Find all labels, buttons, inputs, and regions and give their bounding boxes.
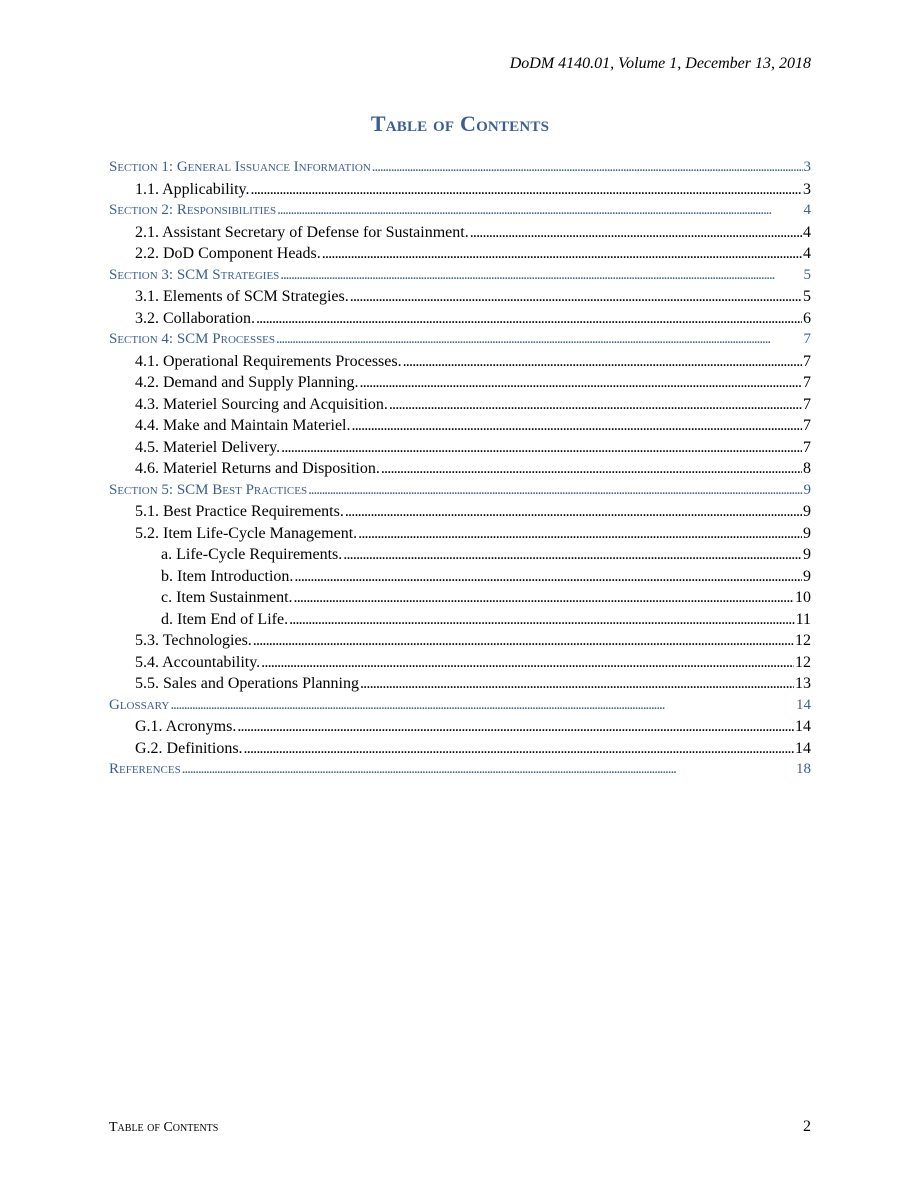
toc-dot-leader	[322, 243, 802, 265]
toc-entry-label: References	[109, 761, 181, 777]
toc-entry-label: c. Item Sustainment.	[161, 589, 293, 606]
toc-entry-label: Section 3: SCM Strategies	[109, 266, 280, 283]
toc-dot-leader	[358, 523, 802, 545]
toc-entry-label: 4.2. Demand and Supply Planning.	[135, 374, 359, 391]
toc-entry-page: 5	[803, 266, 811, 283]
toc-entry-page: 9	[803, 546, 811, 563]
toc-entry-page: 7	[803, 331, 811, 347]
toc-entry-page: 12	[795, 653, 811, 671]
toc-entry-link[interactable]	[109, 566, 811, 588]
toc-entry-link[interactable]	[109, 523, 811, 545]
toc-section-link[interactable]	[109, 157, 811, 179]
toc-entry-label: 5.5. Sales and Operations Planning	[135, 675, 359, 692]
toc-entry-link[interactable]	[109, 372, 811, 394]
toc-dot-leader	[470, 222, 802, 244]
toc-dot-leader	[381, 458, 802, 480]
toc-entry-link[interactable]	[109, 587, 811, 609]
toc-entry-page: 14	[796, 696, 811, 713]
toc-entry-link[interactable]	[109, 652, 811, 674]
toc-section-link[interactable]	[109, 265, 811, 287]
toc-entry-page: 7	[803, 374, 811, 391]
toc-dot-leader	[294, 587, 794, 609]
toc-entry-page: 18	[796, 761, 811, 777]
toc-dot-leader	[261, 652, 794, 674]
toc-entry-label: Section 4: SCM Processes	[109, 331, 276, 347]
toc-entry-label: d. Item End of Life.	[161, 610, 289, 628]
toc-entry-link[interactable]	[109, 351, 811, 373]
toc-entry-link[interactable]	[109, 286, 811, 308]
toc-entry-page: 3	[803, 159, 811, 175]
toc-entry-label: b. Item Introduction.	[161, 567, 294, 585]
toc-dot-leader	[294, 566, 802, 588]
toc-dot-leader	[256, 308, 802, 330]
toc-section-link[interactable]	[109, 200, 811, 222]
toc-section-link[interactable]	[109, 329, 811, 351]
toc-dot-leader	[308, 480, 802, 502]
toc-entry-page: 4	[803, 245, 811, 262]
toc-entry-page: 10	[795, 589, 811, 606]
toc-section-link[interactable]	[109, 759, 811, 781]
toc-entry-link[interactable]	[109, 458, 811, 480]
toc-entry-link[interactable]	[109, 437, 811, 459]
page-title: Table of Contents	[370, 111, 550, 136]
toc-dot-leader	[350, 286, 802, 308]
toc-entry-page: 7	[803, 395, 811, 413]
toc-entry-page: 9	[803, 524, 811, 542]
toc-entry-label: a. Life-Cycle Requirements.	[161, 546, 343, 563]
toc-dot-leader	[360, 372, 802, 394]
toc-entry-label: 5.3. Technologies.	[135, 632, 252, 649]
toc-dot-leader	[237, 716, 794, 738]
toc-dot-leader	[345, 501, 802, 523]
toc-entry-label: G.2. Definitions.	[135, 739, 243, 757]
toc-entry-link[interactable]	[109, 243, 811, 265]
toc-entry-link[interactable]	[109, 544, 811, 566]
toc-entry-page: 7	[803, 352, 811, 370]
toc-entry-label: 4.5. Materiel Delivery.	[135, 438, 281, 456]
toc-entry-label: 5.1. Best Practice Requirements.	[135, 503, 344, 520]
toc-entry-link[interactable]	[109, 673, 811, 695]
toc-entry-label: 3.1. Elements of SCM Strategies.	[135, 288, 349, 305]
toc-entry-label: G.1. Acronyms.	[135, 718, 237, 735]
running-header: DoDM 4140.01, Volume 1, December 13, 2018	[509, 55, 811, 72]
toc-entry-link[interactable]	[109, 738, 811, 760]
toc-entry-page: 4	[803, 223, 811, 241]
toc-dot-leader	[182, 759, 795, 781]
toc-entry-link[interactable]	[109, 630, 811, 652]
toc-entry-label: Section 5: SCM Best Practices	[109, 481, 308, 498]
toc-entry-link[interactable]	[109, 179, 811, 201]
toc-entry-page: 9	[803, 567, 811, 585]
toc-entry-label: 5.2. Item Life-Cycle Management.	[135, 524, 358, 542]
toc-dot-leader	[251, 179, 802, 201]
toc-entry-label: Section 1: General Issuance Information	[109, 159, 371, 175]
footer-page-number: 2	[803, 1118, 811, 1135]
toc-entry-link[interactable]	[109, 609, 811, 631]
toc-entry-label: 5.4. Accountability.	[135, 653, 261, 671]
page-footer	[109, 1118, 811, 1136]
toc-entry-label: 4.4. Make and Maintain Materiel.	[135, 417, 351, 434]
toc-entry-link[interactable]	[109, 308, 811, 330]
toc-entry-label: 4.1. Operational Requirements Processes.	[135, 352, 402, 370]
toc-entry-label: Glossary	[109, 696, 170, 713]
toc-entry-label: 2.2. DoD Component Heads.	[135, 245, 321, 262]
toc-dot-leader	[389, 394, 802, 416]
toc-section-link[interactable]	[109, 695, 811, 717]
footer-section-label: Table of Contents	[109, 1120, 219, 1135]
toc-entry-page: 5	[803, 288, 811, 305]
toc-dot-leader	[253, 630, 794, 652]
toc-entry-page: 6	[803, 309, 811, 327]
toc-entry-page: 9	[803, 503, 811, 520]
toc-entry-link[interactable]	[109, 222, 811, 244]
toc-entry-link[interactable]	[109, 716, 811, 738]
toc-dot-leader	[352, 415, 803, 437]
toc-section-link[interactable]	[109, 480, 811, 502]
toc-entry-label: 4.3. Materiel Sourcing and Acquisition.	[135, 395, 388, 413]
toc-dot-leader	[276, 329, 802, 351]
toc-entry-label: 1.1. Applicability.	[135, 180, 250, 198]
toc-entry-page: 11	[795, 610, 811, 628]
toc-dot-leader	[289, 609, 795, 631]
toc-dot-leader	[372, 157, 803, 179]
toc-entry-page: 14	[795, 718, 811, 735]
toc-entry-label: 4.6. Materiel Returns and Disposition.	[135, 460, 380, 477]
toc-entry-page: 13	[795, 675, 811, 692]
toc-dot-leader	[281, 437, 802, 459]
toc-dot-leader	[343, 544, 802, 566]
toc-entry-link[interactable]	[109, 415, 811, 437]
toc-entry-label: 3.2. Collaboration.	[135, 309, 255, 327]
toc-dot-leader	[403, 351, 802, 373]
toc-dot-leader	[244, 738, 794, 760]
toc-dot-leader	[360, 673, 794, 695]
toc-entry-page: 8	[803, 460, 811, 477]
toc-entry-label: 2.1. Assistant Secretary of Defense for Sustainment.	[135, 223, 469, 241]
toc-entry-label: Section 2: Responsibilities	[109, 202, 277, 218]
table-of-contents	[109, 157, 811, 781]
toc-entry-page: 4	[803, 202, 811, 218]
toc-entry-link[interactable]	[109, 501, 811, 523]
toc-dot-leader	[277, 200, 802, 222]
toc-entry-page: 14	[795, 739, 811, 757]
toc-entry-page: 12	[795, 632, 811, 649]
toc-entry-page: 9	[803, 481, 811, 498]
toc-entry-link[interactable]	[109, 394, 811, 416]
toc-entry-page: 7	[803, 438, 811, 456]
toc-dot-leader	[170, 695, 795, 717]
toc-entry-page: 7	[803, 417, 811, 434]
toc-dot-leader	[280, 265, 802, 287]
toc-entry-page: 3	[803, 180, 811, 198]
